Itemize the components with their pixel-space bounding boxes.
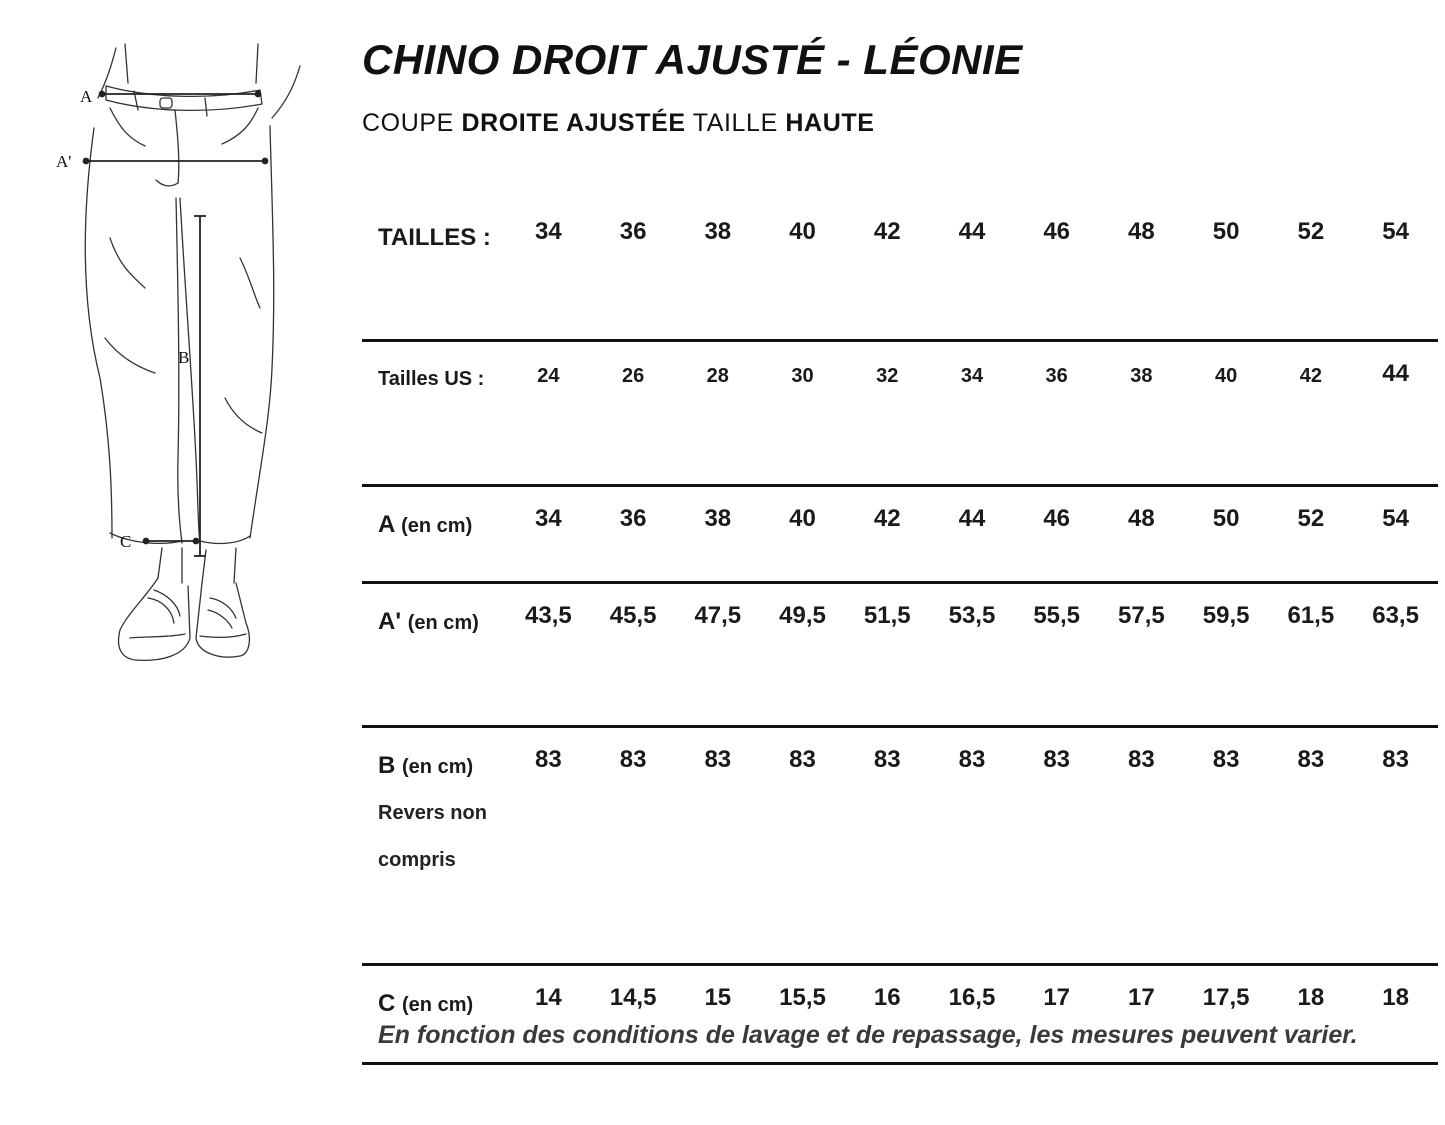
washing-disclaimer: En fonction des conditions de lavage et de repassage, les mesures peuvent varier. [378, 1021, 1358, 1049]
size-chart-table [362, 200, 1438, 1065]
table-cell: 32 [845, 341, 930, 486]
tailles-us-label: Tailles US : [378, 368, 485, 390]
row-label [362, 486, 506, 583]
table-cell: 54 [1353, 200, 1438, 341]
a-unit: (en cm) [401, 515, 473, 537]
a-label: A [378, 511, 395, 538]
table-cell: 42 [1268, 341, 1353, 486]
table-cell: 42 [845, 200, 930, 341]
row-label [362, 583, 506, 727]
table-cell: 83 [930, 727, 1015, 965]
table-cell: 17,5 [1184, 965, 1269, 1064]
table-cell: 46 [1014, 486, 1099, 583]
row-label [362, 200, 506, 341]
b-note: Revers non compris [378, 802, 487, 871]
table-cell: 61,5 [1268, 583, 1353, 727]
table-cell: 38 [1099, 341, 1184, 486]
table-cell: 16,5 [930, 965, 1015, 1064]
table-cell: 15,5 [760, 965, 845, 1064]
row-label [362, 727, 506, 965]
table-cell: 34 [930, 341, 1015, 486]
table-cell: 53,5 [930, 583, 1015, 727]
row-b [362, 727, 1438, 965]
row-a [362, 486, 1438, 583]
table-cell: 30 [760, 341, 845, 486]
table-cell: 34 [506, 486, 591, 583]
table-cell: 28 [675, 341, 760, 486]
table-cell: 48 [1099, 200, 1184, 341]
table-cell: 63,5 [1353, 583, 1438, 727]
table-cell: 50 [1184, 200, 1269, 341]
table-cell: 26 [591, 341, 676, 486]
table-cell: 36 [1014, 341, 1099, 486]
table-cell: 36 [591, 200, 676, 341]
table-cell: 40 [1184, 341, 1269, 486]
table-cell: 44 [1353, 341, 1438, 486]
pants-drawing [50, 38, 320, 668]
subtitle-part-3: TAILLE [685, 109, 786, 137]
table-cell: 83 [591, 727, 676, 965]
table-cell: 47,5 [675, 583, 760, 727]
table-cell: 83 [1014, 727, 1099, 965]
tailles-label: TAILLES : [378, 224, 491, 251]
product-title: CHINO DROIT AJUSTÉ - LÉONIE [362, 36, 1023, 83]
label-a: A [80, 87, 93, 106]
table-cell: 24 [506, 341, 591, 486]
table-cell: 34 [506, 200, 591, 341]
label-b: B [178, 348, 190, 367]
table-cell: 83 [845, 727, 930, 965]
b-label: B [378, 752, 396, 779]
table-cell: 43,5 [506, 583, 591, 727]
pants-measurement-illustration [50, 38, 320, 668]
c-unit: (en cm) [402, 994, 474, 1016]
table-cell: 44 [930, 486, 1015, 583]
table-cell: 17 [1014, 965, 1099, 1064]
table-cell: 40 [760, 486, 845, 583]
subtitle-part-4: HAUTE [785, 109, 875, 137]
table-cell: 52 [1268, 200, 1353, 341]
table-cell: 54 [1353, 486, 1438, 583]
row-a-prime [362, 583, 1438, 727]
table-cell: 49,5 [760, 583, 845, 727]
a-prime-unit: (en cm) [407, 612, 479, 634]
table-cell: 42 [845, 486, 930, 583]
label-c: C [120, 532, 132, 551]
table-cell: 15 [675, 965, 760, 1064]
table-cell: 83 [1353, 727, 1438, 965]
table-cell: 44 [930, 200, 1015, 341]
label-a-prime: A' [56, 152, 72, 171]
table-cell: 57,5 [1099, 583, 1184, 727]
subtitle-part-2: DROITE AJUSTÉE [461, 109, 686, 137]
table-cell: 18 [1353, 965, 1438, 1064]
table-cell: 83 [675, 727, 760, 965]
b-unit: (en cm) [402, 756, 474, 778]
c-label: C [378, 990, 396, 1017]
table-cell: 83 [1268, 727, 1353, 965]
table-cell: 83 [506, 727, 591, 965]
table-cell: 52 [1268, 486, 1353, 583]
row-label [362, 341, 506, 486]
row-tailles [362, 200, 1438, 341]
table-cell: 36 [591, 486, 676, 583]
table-cell: 38 [675, 200, 760, 341]
table-cell: 18 [1268, 965, 1353, 1064]
table-cell: 83 [760, 727, 845, 965]
a-prime-label: A' [378, 608, 402, 635]
table-cell: 14 [506, 965, 591, 1064]
product-subtitle [362, 109, 875, 138]
table-cell: 51,5 [845, 583, 930, 727]
table-cell: 38 [675, 486, 760, 583]
table-cell: 55,5 [1014, 583, 1099, 727]
table-cell: 59,5 [1184, 583, 1269, 727]
table-cell: 40 [760, 200, 845, 341]
table-cell: 17 [1099, 965, 1184, 1064]
table-cell: 46 [1014, 200, 1099, 341]
table-cell: 14,5 [591, 965, 676, 1064]
table-cell: 83 [1184, 727, 1269, 965]
table-cell: 50 [1184, 486, 1269, 583]
table-cell: 83 [1099, 727, 1184, 965]
subtitle-part-1: COUPE [362, 109, 462, 137]
table-cell: 16 [845, 965, 930, 1064]
row-tailles-us [362, 341, 1438, 486]
table-cell: 48 [1099, 486, 1184, 583]
table-cell: 45,5 [591, 583, 676, 727]
